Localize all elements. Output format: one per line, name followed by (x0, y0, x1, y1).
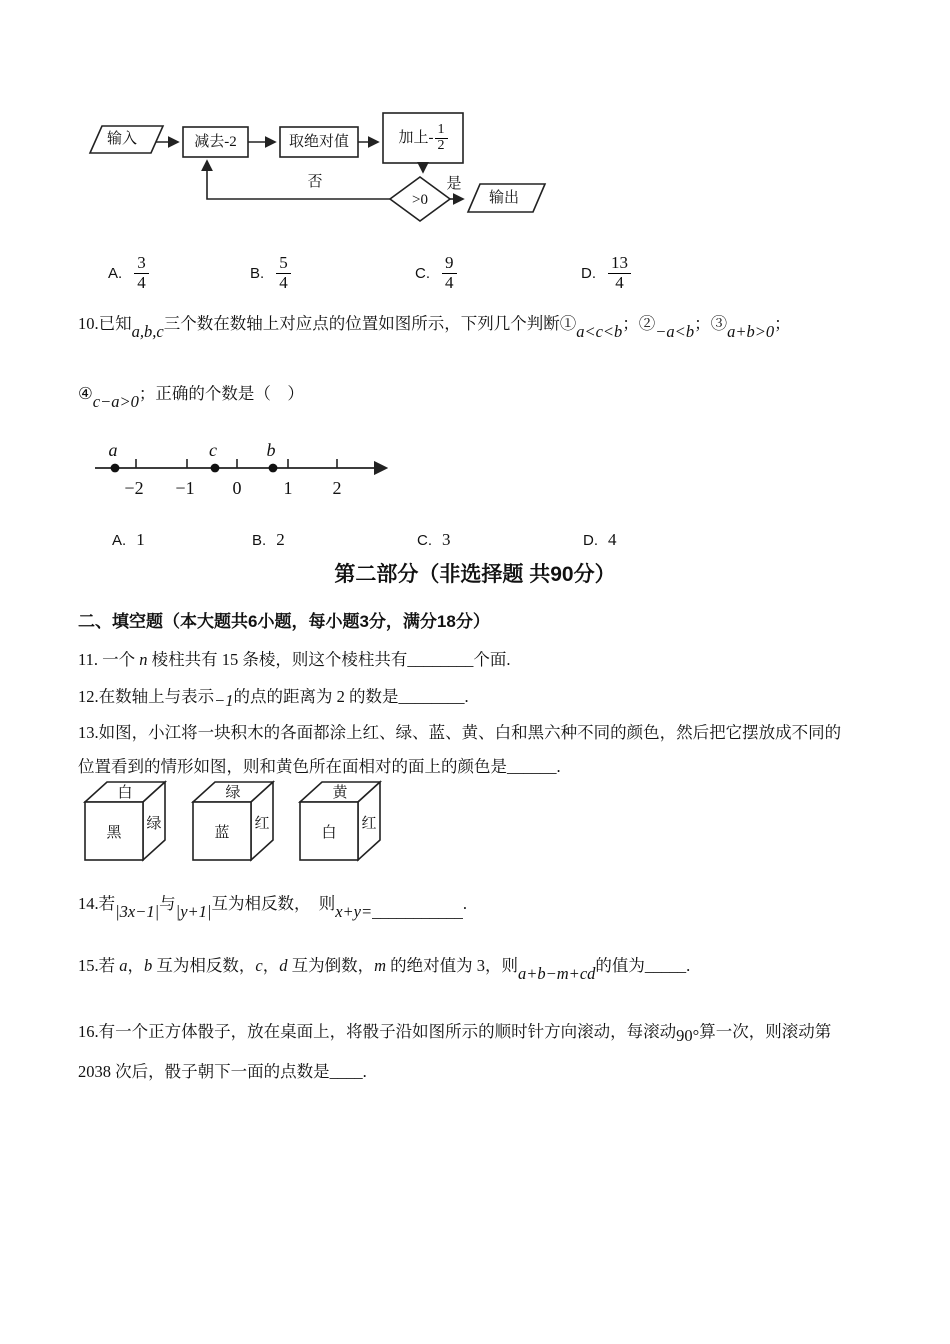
cube3-top-label: 黄 (332, 785, 348, 801)
section-2-title: 第二部分（非选择题 共90分） (334, 563, 616, 586)
q12-text-3: . (464, 687, 469, 706)
question-14 (78, 890, 467, 921)
point-c-dot (211, 464, 220, 473)
point-a-label: a (108, 440, 118, 460)
flowchart-subtract-label: 减去-2 (194, 134, 237, 150)
add-fraction-numerator: 1 (435, 123, 448, 139)
q15-var-c: c (255, 956, 263, 975)
q16-text-1: 16.有一个正方体骰子，放在桌面上，将骰子沿如图所示的顺时针方向滚动，每滚动 (78, 1022, 677, 1041)
q10-text-2: 三个数在数轴上对应点的位置如图所示，下列几个判断① (163, 314, 577, 333)
tick-label-minus2: −2 (124, 478, 144, 498)
option-count-b (252, 530, 285, 550)
option-b-den: 4 (279, 272, 288, 292)
q14-text-4: . (462, 894, 467, 913)
option-c-num: 9 (442, 254, 457, 274)
option-a-fraction (134, 254, 149, 292)
q14-math-1: |3x−1| (115, 902, 160, 921)
question-13-line1: 13.如图，小江将一块积木的各面都涂上红、绿、蓝、黄、白和黑六种不同的颜色，然后把它摆放成不同的 (78, 723, 842, 742)
option-count-d (583, 530, 617, 550)
q11-text-1: 11. 一个 (78, 650, 140, 669)
flowchart-add-label (383, 113, 463, 163)
point-c-label: c (209, 440, 217, 460)
q15-text-2: ， (127, 956, 144, 975)
q10-text-6: ④ (78, 384, 93, 403)
q10-math-2: −a<b (655, 322, 695, 341)
q16-blank: ____ (329, 1062, 363, 1081)
q10-text-4: ；③ (694, 314, 728, 333)
q15-math-expression: a+b−m+cd (518, 964, 596, 983)
flowchart-abs-label: 取绝对值 (288, 134, 349, 150)
tick-label-two: 2 (332, 478, 342, 498)
q13-text-1: 位置看到的情形如图，则和黄色所在面相对的面上的颜色是 (78, 757, 507, 776)
q10-math-4: c−a>0 (92, 392, 139, 411)
q16-text-4: . (362, 1062, 367, 1081)
q12-math-minus1: −1 (214, 691, 234, 710)
q13-blank: ______ (507, 757, 557, 776)
cube1-top-label: 白 (117, 785, 133, 801)
option-a-letter: A. (108, 264, 123, 282)
cube1-front-label: 黑 (106, 825, 122, 841)
point-b-dot (269, 464, 278, 473)
option-d-den: 4 (615, 272, 624, 292)
cube2-right-label: 红 (254, 816, 270, 832)
flowchart-shapes (85, 103, 555, 233)
option-d-fraction (608, 254, 631, 292)
q16-math-90deg: 90° (676, 1026, 700, 1045)
option-count-d-value: 4 (608, 530, 617, 549)
option-d (581, 250, 631, 296)
q10-math-3: a+b>0 (727, 322, 775, 341)
add-prefix: 加上- (398, 129, 434, 146)
option-count-a-letter: A. (112, 532, 127, 549)
q15-text-3: 互为相反数， (152, 956, 256, 975)
option-d-letter: D. (581, 264, 596, 282)
question-12 (78, 683, 469, 710)
q13-text-2: . (556, 757, 561, 776)
option-count-b-letter: B. (252, 532, 267, 549)
q15-text-4: ， (262, 956, 280, 975)
option-d-num: 13 (608, 254, 631, 274)
add-fraction-denominator: 2 (437, 137, 445, 153)
option-count-c-value: 3 (442, 530, 451, 549)
cubes-figure (80, 778, 400, 878)
cube1-right-label: 绿 (146, 816, 162, 832)
q14-math-xy: x+y= (335, 902, 373, 921)
add-fraction (435, 123, 448, 153)
option-count-b-value: 2 (276, 530, 285, 549)
tick-label-one: 1 (283, 478, 293, 498)
q16-text-2: 算一次，则滚动第 (699, 1022, 832, 1041)
q10-math-abc: a,b,c (131, 322, 164, 341)
option-c-letter: C. (415, 264, 430, 282)
q12-text-1: 12.在数轴上与表示 (78, 687, 215, 706)
flowchart (85, 103, 555, 233)
cube-3 (300, 782, 380, 860)
cube2-top-label: 绿 (225, 785, 241, 801)
question-11 (78, 646, 511, 670)
q14-text-1: 14.若 (78, 894, 116, 913)
option-a-den: 4 (137, 272, 146, 292)
tick-label-zero: 0 (232, 478, 242, 498)
question-10-line1 (78, 310, 938, 341)
question-16-line2 (78, 1058, 367, 1082)
option-a (108, 250, 149, 296)
option-b (250, 250, 291, 296)
question-10-line2 (78, 380, 304, 411)
option-c-den: 4 (445, 272, 454, 292)
flowchart-yes-label: 是 (446, 176, 462, 192)
option-count-a (112, 530, 145, 550)
question-15 (78, 952, 691, 983)
q11-text-2: 棱柱共有 15 条棱，则这个棱柱共有 (147, 650, 408, 669)
q15-text-7: 的值为 (595, 956, 645, 975)
q15-text-8: . (686, 956, 691, 975)
flowchart-input-label: 输入 (106, 131, 137, 147)
flowchart-decision-label: >0 (412, 192, 428, 208)
q10-math-1: a<c<b (576, 322, 623, 341)
q15-text-1: 15.若 (78, 956, 120, 975)
q14-blank: ___________ (372, 902, 463, 921)
fill-in-blanks-heading: 二、填空题（本大题共6小题，每小题3分，满分18分） (78, 612, 490, 631)
q15-var-m: m (374, 956, 386, 975)
option-a-num: 3 (134, 254, 149, 274)
q15-var-a: a (119, 956, 128, 975)
flowchart-no-label: 否 (307, 174, 323, 190)
cube3-front-label: 白 (321, 825, 337, 841)
q14-text-2: 与 (159, 894, 176, 913)
question-16-line1 (78, 1018, 832, 1045)
q14-math-3 (335, 902, 463, 921)
option-count-a-value: 1 (136, 530, 145, 549)
option-c (415, 250, 457, 296)
tick-label-minus1: −1 (175, 478, 195, 498)
number-line-figure (90, 432, 410, 507)
cube2-front-label: 蓝 (214, 825, 230, 841)
q15-var-d: d (279, 956, 288, 975)
q10-text-7: ；正确的个数是（ ） (138, 384, 304, 403)
q15-var-b: b (144, 956, 153, 975)
q11-blank: ________ (407, 650, 474, 669)
cube3-right-label: 红 (361, 816, 377, 832)
q16-text-3: 2038 次后，骰子朝下一面的点数是 (78, 1062, 330, 1081)
q10-text-3: ；② (622, 314, 656, 333)
q12-text-2: 的点的距离为 2 的数是 (233, 687, 399, 706)
q12-blank: ________ (398, 687, 465, 706)
option-count-c-letter: C. (417, 532, 432, 549)
question-13-line2 (78, 753, 561, 777)
q15-text-5: 互为倒数， (287, 956, 375, 975)
point-a-dot (111, 464, 120, 473)
q11-var-n: n (139, 650, 148, 669)
option-b-letter: B. (250, 264, 265, 282)
point-b-label: b (266, 440, 276, 460)
option-count-c (417, 530, 451, 550)
option-count-d-letter: D. (583, 532, 598, 549)
q10-text-5: ； (774, 314, 791, 333)
q15-blank: _____ (644, 956, 687, 975)
q10-text-1: 10.已知 (78, 314, 132, 333)
cube-2 (193, 782, 273, 860)
cube-1 (85, 782, 165, 860)
option-b-fraction (276, 254, 291, 292)
option-c-fraction (442, 254, 457, 292)
q15-text-6: 的绝对值为 3，则 (386, 956, 518, 975)
option-b-num: 5 (276, 254, 291, 274)
q11-text-3: 个面. (473, 650, 511, 669)
q14-text-3: 互为相反数， 则 (211, 894, 336, 913)
arrow-no-loop (207, 161, 390, 199)
flowchart-output-label: 输出 (488, 190, 519, 206)
q14-math-2: |y+1| (175, 902, 212, 921)
